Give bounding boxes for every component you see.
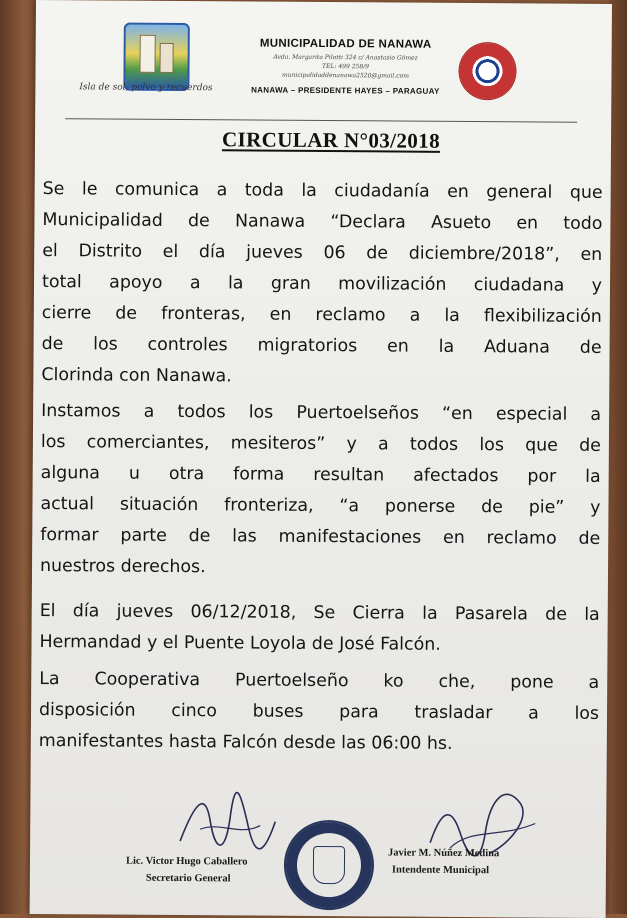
location-line: NANAWA – PRESIDENTE HAYES – PARAGUAY	[251, 85, 440, 96]
secretary-role: Secretario General	[145, 872, 231, 885]
stamp-shield-icon	[313, 846, 345, 884]
text-line: Hermandad y el Puente Loyola de José Falcón.	[39, 632, 441, 655]
municipal-stamp	[284, 820, 375, 911]
text-line: los comerciantes, mesiteros” y a todos los que de	[40, 432, 601, 456]
text-line: La Cooperativa Puertoelseño ko che, pone a	[39, 669, 600, 693]
paragraph-transport	[39, 664, 600, 761]
mayor-name: Javier M. Núñez Medina	[388, 847, 500, 860]
text-line: Clorinda con Nanawa.	[41, 365, 232, 387]
text-line: El día jueves 06/12/2018, Se Cierra la Pasarela de la	[39, 601, 600, 625]
text-line: de los controles migratorios en la Aduana de	[41, 334, 602, 358]
address-line: Avda. Margarita Pilotti 324 c/ Anastasio Gómez	[273, 53, 418, 62]
mayor-role: Intendente Municipal	[391, 864, 490, 877]
text-line: formar parte de las manifestaciones en reclamo de	[40, 525, 601, 549]
secretary-signature	[170, 781, 281, 862]
paragraph-announcement	[41, 174, 603, 395]
text-line: total apoyo a la gran movilización ciudadana y	[41, 272, 603, 296]
logo-tower-secondary	[159, 43, 173, 73]
text-line: disposición cinco buses para trasladar a los	[38, 700, 600, 724]
text-line: nuestros derechos.	[39, 556, 206, 578]
municipality-name: MUNICIPALIDAD DE NANAWA	[259, 37, 432, 51]
logo-tower	[139, 35, 155, 73]
header-divider	[65, 118, 577, 123]
email-line: municipalidaddenanawa2520@gmail.com	[282, 71, 409, 80]
text-line: manifestantes hasta Falcón desde las 06:00 hs.	[38, 731, 453, 754]
text-line: alguna u otra forma resultan afectados por la	[40, 463, 601, 487]
municipality-slogan: Isla de sol, polvo y recuerdos	[79, 82, 213, 94]
secretary-name: Lic. Victor Hugo Caballero	[125, 855, 248, 868]
text-line: Se le comunica a toda la ciudadanía en general que	[42, 179, 603, 203]
paragraph-closure-notice	[39, 596, 599, 662]
circular-title: CIRCULAR N°03/2018	[221, 127, 441, 153]
paraguay-national-seal	[459, 43, 515, 99]
phone-line: TEL: 499 258/9	[322, 62, 370, 71]
circular-document	[30, 0, 612, 918]
text-line: Municipalidad de Nanawa “Declara Asueto en todo	[42, 210, 603, 234]
text-line: cierre de fronteras, en reclamo a la flexibilización	[41, 303, 602, 327]
text-line: Instamos a todos los Puertoelseños “en especial a	[41, 401, 602, 425]
text-line: actual situación fronteriza, “a ponerse de pie” y	[40, 494, 601, 518]
wooden-table-right	[609, 0, 627, 914]
paragraph-call-to-action	[40, 396, 601, 586]
municipality-logo	[123, 23, 189, 91]
text-line: el Distrito el día jueves 06 de diciembre/2018”, en	[42, 241, 603, 265]
